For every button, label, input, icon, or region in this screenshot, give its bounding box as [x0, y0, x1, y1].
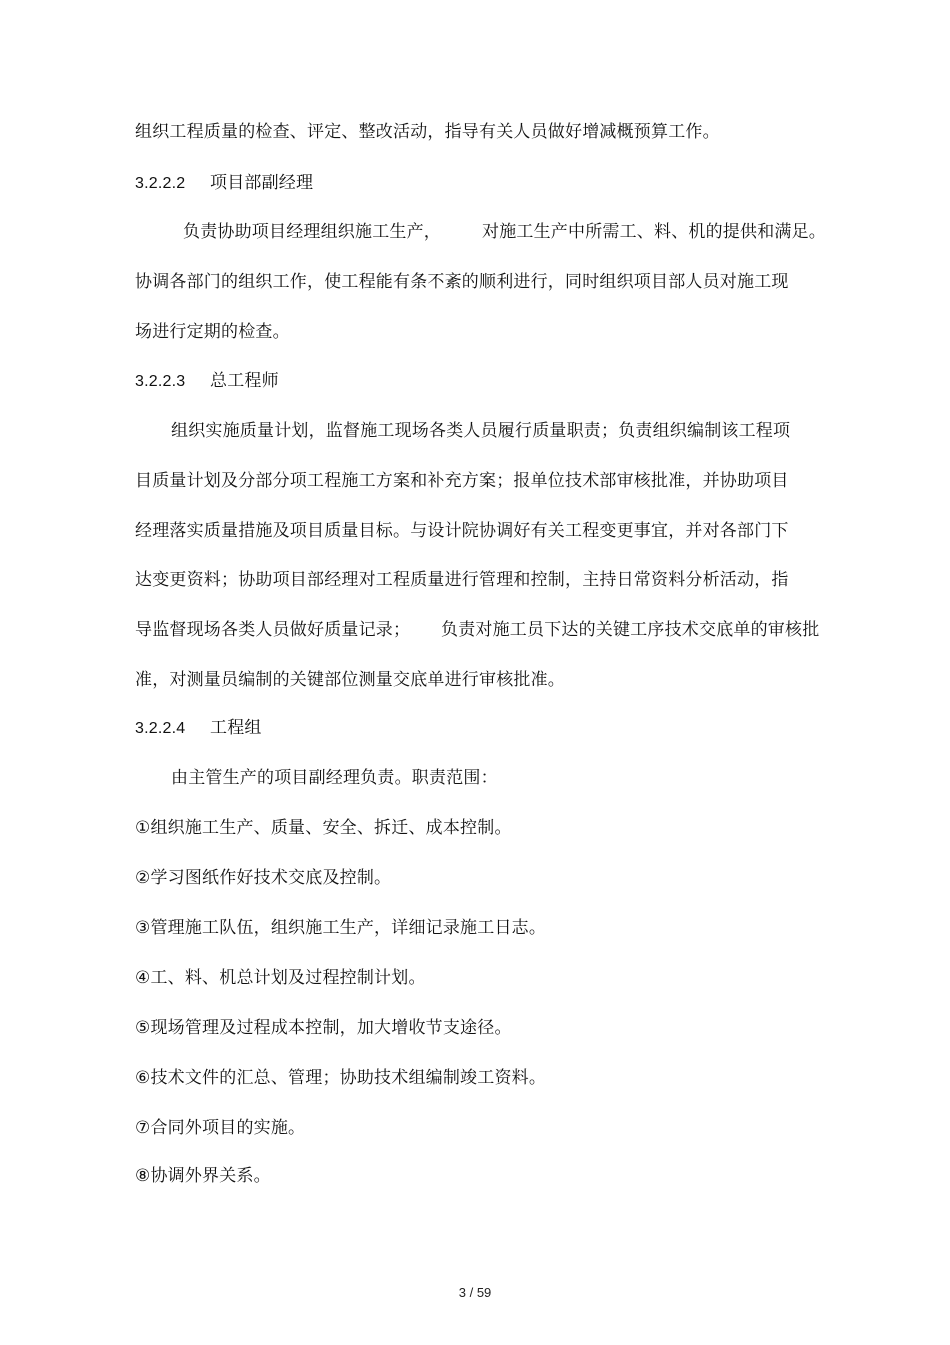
page-number [0, 1285, 950, 1300]
list-item: ⑥技术文件的汇总、管理；协助技术组编制竣工资料。 [135, 1068, 547, 1088]
list-item: ②学习图纸作好技术交底及控制。 [135, 868, 392, 888]
paragraph-line: 负责对施工员下达的关键工序技术交底单的审核批 [441, 620, 820, 640]
paragraph-line: 组织实施质量计划，监督施工现场各类人员履行质量职责；负责组织编制该工程项 [171, 421, 791, 441]
list-item: ⑧协调外界关系。 [135, 1166, 271, 1186]
paragraph-line: 协调各部门的组织工作，使工程能有条不紊的顺利进行，同时组织项目部人员对施工现 [135, 272, 789, 292]
paragraph-line: 场进行定期的检查。 [135, 322, 290, 342]
section-number: 3.2.2.3 [135, 373, 186, 390]
paragraph-line: 准，对测量员编制的关键部位测量交底单进行审核批准。 [135, 670, 565, 690]
paragraph-line: 达变更资料；协助项目部经理对工程质量进行管理和控制，主持日常资料分析活动，指 [135, 570, 789, 590]
section-title: 工程组 [210, 718, 262, 738]
page-separator: / [469, 1285, 474, 1300]
paragraph-line: 目质量计划及分部分项工程施工方案和补充方案；报单位技术部审核批准，并协助项目 [135, 471, 789, 491]
page-total: 59 [476, 1285, 492, 1300]
paragraph-line: 负责协助项目经理组织施工生产， [183, 222, 441, 242]
paragraph-line: 经理落实质量措施及项目质量目标。与设计院协调好有关工程变更事宜，并对各部门下 [135, 521, 789, 541]
paragraph-line: 导监督现场各类人员做好质量记录； [135, 620, 411, 640]
list-item: ⑦合同外项目的实施。 [135, 1118, 306, 1138]
paragraph-line: 对施工生产中所需工、料、机的提供和满足。 [482, 222, 826, 242]
section-title: 总工程师 [210, 371, 279, 391]
list-item: ①组织施工生产、质量、安全、拆迁、成本控制。 [135, 818, 512, 838]
list-item: ③管理施工队伍，组织施工生产，详细记录施工日志。 [135, 918, 547, 938]
section-heading-3-2-2-2 [135, 172, 313, 195]
section-title: 项目部副经理 [210, 173, 314, 193]
page-current: 3 [458, 1285, 466, 1300]
section-number: 3.2.2.4 [135, 720, 186, 737]
list-item: ⑤现场管理及过程成本控制，加大增收节支途径。 [135, 1018, 512, 1038]
section-heading-3-2-2-4 [135, 717, 262, 740]
list-item: ④工、料、机总计划及过程控制计划。 [135, 968, 426, 988]
paragraph-line: 组织工程质量的检查、评定、整改活动，指导有关人员做好增减概预算工作。 [135, 122, 720, 142]
section-number: 3.2.2.2 [135, 175, 186, 192]
paragraph-line: 由主管生产的项目副经理负责。职责范围： [171, 768, 498, 788]
section-heading-3-2-2-3 [135, 370, 279, 393]
